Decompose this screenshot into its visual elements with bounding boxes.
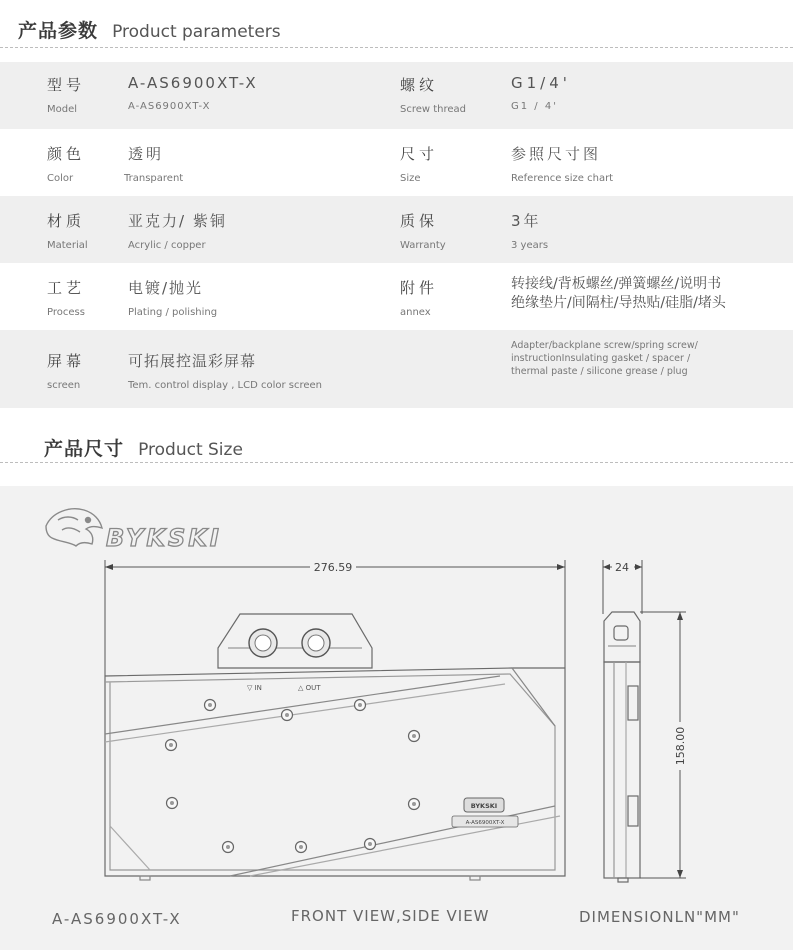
value-thread: G1/4'	[511, 74, 571, 92]
label-process-en: Process	[47, 307, 85, 318]
value-screen-en: Tem. control display , LCD color screen	[128, 380, 323, 391]
value-color-en: Transparent	[124, 173, 184, 184]
label-size-en: Size	[400, 173, 421, 184]
value-warranty: 3年	[511, 212, 542, 230]
screw-icon	[409, 731, 420, 742]
label-annex-en: annex	[400, 307, 431, 318]
nameplate-model: A-AS6900XT-X	[465, 820, 505, 826]
value-process-en: Plating / polishing	[128, 307, 218, 318]
value-model: A-AS6900XT-X	[128, 74, 258, 92]
label-color-cn: 颜色	[47, 145, 86, 163]
label-model-cn: 型号	[47, 76, 86, 94]
screw-icon	[296, 842, 307, 853]
value-warranty-en: 3 years	[511, 240, 549, 251]
table-row	[0, 129, 793, 196]
nameplate-brand: BYKSKI	[470, 802, 498, 810]
table-row	[0, 263, 793, 330]
value-size-en: Reference size chart	[511, 173, 614, 184]
label-thread-cn: 螺纹	[400, 76, 439, 94]
drawing-svg	[0, 486, 793, 950]
value-material: 亚克力/ 紫铜	[128, 212, 227, 230]
value-thread-en: G1 / 4'	[511, 101, 558, 112]
caption-model: A-AS6900XT-X	[52, 910, 182, 928]
label-annex-cn: 附件	[400, 279, 439, 297]
label-warranty-en: Warranty	[400, 240, 446, 251]
label-process-cn: 工艺	[47, 279, 86, 297]
width-dimension: 276.59	[313, 561, 353, 574]
params-title-cn: 产品参数	[18, 20, 99, 42]
caption-view: FRONT VIEW,SIDE VIEW	[291, 907, 490, 925]
annex-line-cn: 转接线/背板螺丝/弹簧螺丝/说明书	[511, 276, 722, 292]
bykski-logo	[46, 509, 222, 552]
value-model-en: A-AS6900XT-X	[128, 101, 211, 112]
annex-line-en: thermal paste / silicone grease / plug	[511, 366, 688, 377]
label-screen-cn: 屏幕	[47, 352, 86, 370]
nameplate	[452, 798, 518, 827]
label-warranty-cn: 质保	[400, 212, 439, 230]
value-color: 透明	[128, 145, 165, 163]
value-screen: 可拓展控温彩屏幕	[128, 352, 257, 370]
size-section-title	[44, 434, 243, 461]
label-material-cn: 材质	[47, 212, 86, 230]
value-size: 参照尺寸图	[511, 145, 602, 163]
dimension-drawing	[0, 486, 793, 950]
params-table	[0, 62, 793, 408]
thickness-dimension: 24	[615, 561, 629, 574]
screw-icon	[167, 798, 178, 809]
value-process: 电镀/抛光	[128, 279, 204, 297]
value-material-en: Acrylic / copper	[128, 240, 206, 251]
caption-unit: DIMENSIONLN"MM"	[579, 908, 740, 926]
screw-icon	[166, 740, 177, 751]
screw-icon	[205, 700, 216, 711]
divider	[0, 47, 793, 48]
label-screen-en: screen	[47, 380, 81, 391]
label-size-cn: 尺寸	[400, 145, 439, 163]
port-icon	[249, 629, 277, 657]
table-row	[0, 62, 793, 129]
port-icon	[302, 629, 330, 657]
height-dimension: 158.00	[674, 726, 687, 766]
table-row	[0, 330, 793, 408]
params-section-title	[18, 16, 281, 43]
label-color-en: Color	[47, 173, 74, 184]
screw-icon	[409, 799, 420, 810]
annex-line-cn: 绝缘垫片/间隔柱/导热贴/硅脂/堵头	[511, 295, 726, 311]
screw-icon	[282, 710, 293, 721]
dragon-icon	[46, 509, 102, 546]
screw-icon	[223, 842, 234, 853]
screw-icon	[355, 700, 366, 711]
inlet-label: ▽ IN	[247, 684, 262, 692]
screw-icon	[365, 839, 376, 850]
params-title-en: Product parameters	[112, 22, 281, 42]
size-title-en: Product Size	[138, 440, 243, 460]
size-title-cn: 产品尺寸	[44, 438, 125, 460]
table-row	[0, 196, 793, 263]
annex-line-en: instructionInsulating gasket / spacer /	[511, 353, 691, 364]
brand-text: BYKSKI	[106, 524, 222, 552]
divider	[0, 462, 793, 463]
label-thread-en: Screw thread	[400, 104, 467, 115]
annex-line-en: Adapter/backplane screw/spring screw/	[511, 340, 698, 351]
outlet-label: △ OUT	[298, 684, 321, 692]
label-model-en: Model	[47, 104, 78, 115]
label-material-en: Material	[47, 240, 88, 251]
